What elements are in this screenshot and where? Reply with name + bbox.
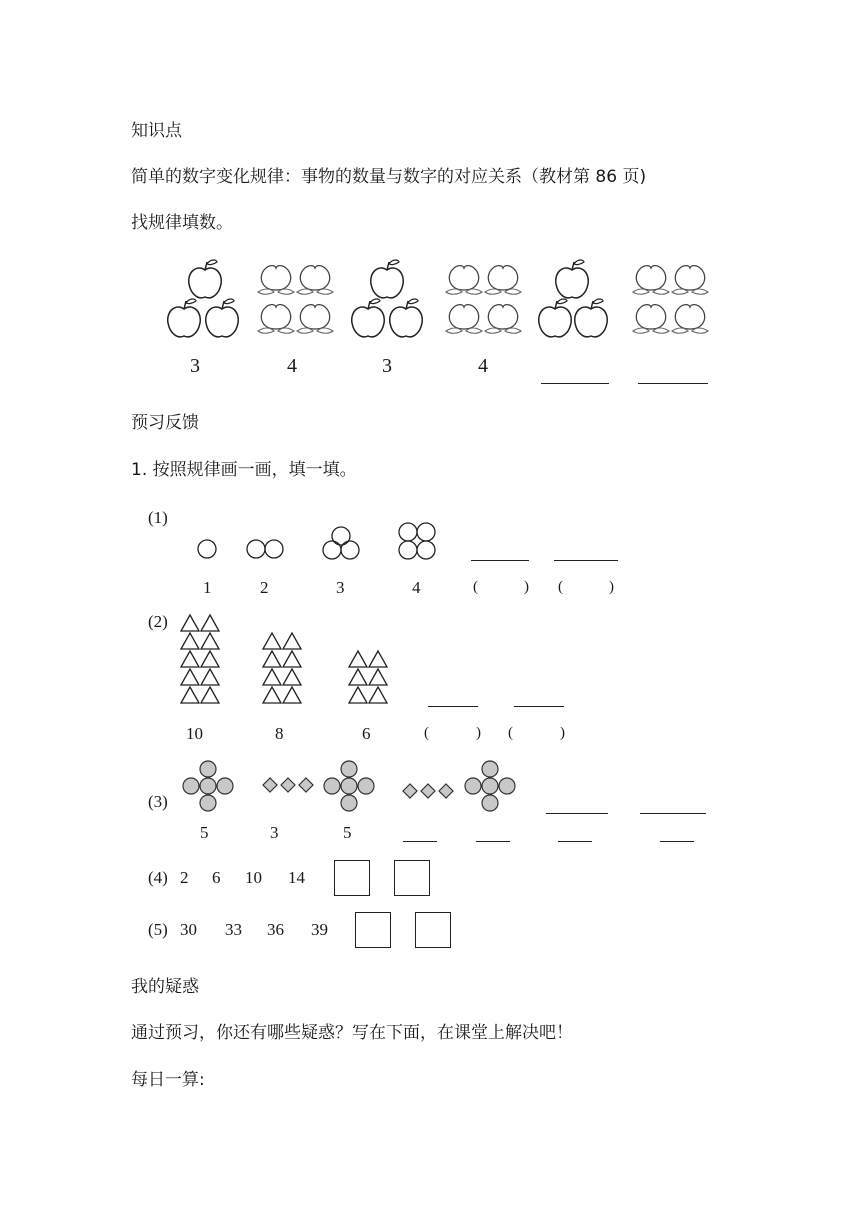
problem-2 (148, 612, 588, 747)
problem-tag: (1) (148, 508, 168, 527)
answer-blank[interactable] (558, 841, 592, 842)
sequence-number: 39 (311, 920, 328, 939)
answer-blank[interactable] (541, 383, 609, 384)
answer-blank[interactable] (471, 560, 529, 561)
answer-blank[interactable] (514, 706, 564, 707)
problem-tag: (4) (148, 868, 168, 887)
problem-tag: (5) (148, 920, 168, 939)
problem-5 (148, 910, 468, 950)
problem-1 (148, 505, 628, 605)
answer-blank[interactable] (546, 813, 608, 814)
paren-open: ( (558, 579, 563, 595)
problem-tag: (2) (148, 612, 168, 631)
count-label: 4 (412, 578, 421, 597)
sequence-number: 6 (212, 868, 221, 887)
answer-blank[interactable] (476, 841, 510, 842)
count-label: 3 (270, 823, 279, 842)
sequence-number: 33 (225, 920, 242, 939)
count-label: 8 (275, 724, 284, 743)
question-1: 1. 按照规律画一画，填一填。 (131, 460, 357, 480)
count-label: 3 (336, 578, 345, 597)
sequence-number: 2 (180, 868, 189, 887)
answer-blank[interactable] (660, 841, 694, 842)
problem-4 (148, 858, 448, 898)
problem-tag: (3) (148, 792, 168, 811)
paren-close: ) (476, 725, 481, 741)
count-label: 5 (200, 823, 209, 842)
fruit-count-label: 4 (287, 355, 297, 377)
daily-calculation: 每日一算: (131, 1070, 205, 1090)
fruit-pattern-drawing (160, 255, 710, 390)
answer-box[interactable] (394, 860, 430, 896)
sequence-number: 36 (267, 920, 284, 939)
paren-close: ) (560, 725, 565, 741)
shapes-pattern (148, 755, 718, 825)
answer-blank[interactable] (554, 560, 618, 561)
count-label: 6 (362, 724, 371, 743)
fruit-pattern-figure (160, 255, 710, 390)
paren-open: ( (508, 725, 513, 741)
problem-3 (148, 755, 718, 850)
heading-doubts: 我的疑惑 (131, 977, 199, 997)
triangles-pattern (148, 612, 588, 712)
sequence-number: 14 (288, 868, 305, 887)
answer-blank[interactable] (638, 383, 708, 384)
heading-preview: 预习反馈 (131, 413, 199, 433)
paren-open: ( (473, 579, 478, 595)
count-label: 2 (260, 578, 269, 597)
fruit-count-label: 4 (478, 355, 488, 377)
instruction-find-rule: 找规律填数。 (131, 213, 233, 233)
paren-close: ) (524, 579, 529, 595)
count-label: 5 (343, 823, 352, 842)
answer-blank[interactable] (428, 706, 478, 707)
answer-box[interactable] (334, 860, 370, 896)
sequence-number: 10 (245, 868, 262, 887)
fruit-count-label: 3 (190, 355, 200, 377)
answer-box[interactable] (355, 912, 391, 948)
answer-blank[interactable] (403, 841, 437, 842)
circles-pattern (148, 505, 628, 575)
paren-close: ) (609, 579, 614, 595)
fruit-count-label: 3 (382, 355, 392, 377)
count-label: 1 (203, 578, 212, 597)
answer-blank[interactable] (640, 813, 706, 814)
heading-knowledge: 知识点 (131, 121, 182, 141)
count-label: 10 (186, 724, 203, 743)
sequence-number: 30 (180, 920, 197, 939)
answer-box[interactable] (415, 912, 451, 948)
doubts-prompt: 通过预习，你还有哪些疑惑？写在下面，在课堂上解决吧！ (131, 1023, 573, 1043)
paren-open: ( (424, 725, 429, 741)
rule-description: 简单的数字变化规律：事物的数量与数字的对应关系（教材第 86 页) (131, 167, 647, 187)
